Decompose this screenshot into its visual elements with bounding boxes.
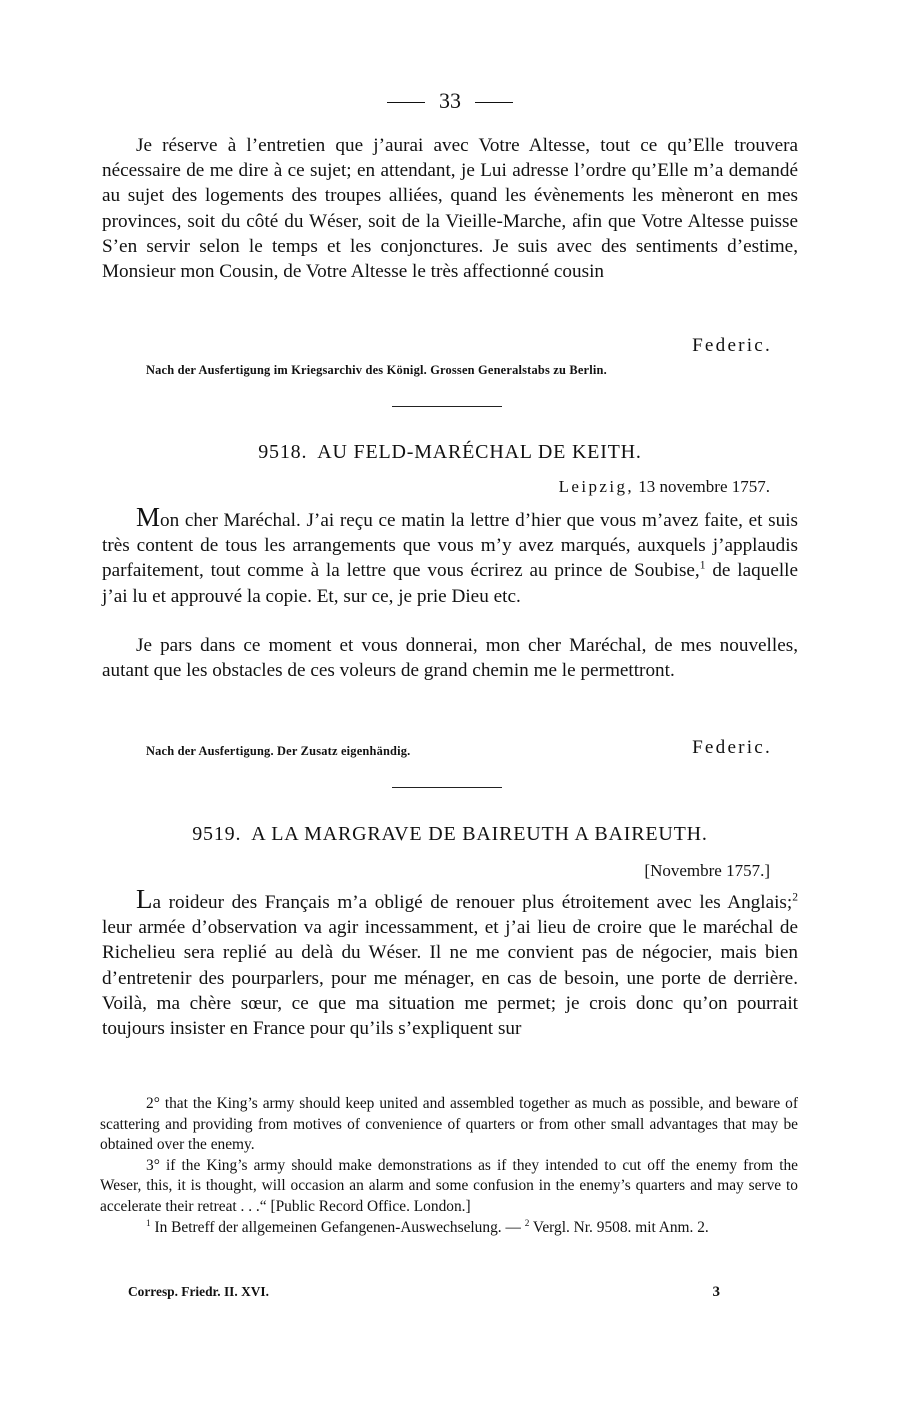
footnote-text: In Betreff der allgemeinen Gefangenen-Auswechselung. — xyxy=(150,1218,525,1236)
section-divider xyxy=(392,787,502,788)
header-dash-left xyxy=(387,102,425,103)
paragraph-text: leur armée d’observation va agir incessamment, et j’ai lieu de croire que le maréchal de Richelieu sera replié au delà du Wéser. Il ne me convient pas de négocier, mais bien d’entretenir des pourparlers, pour me ménager, en cas de besoin, une porte de derrière. Voilà, ma chère sœur, ce que ma situation me permet; je crois donc qu’on pourrait toujours insister en France pour qu’ils s’expliquent sur xyxy=(102,917,798,1040)
letter-9519-body xyxy=(102,884,798,1041)
paragraph-text: on cher Maréchal. J’ai reçu ce matin la lettre d’hier que vous m’avez faite, et suis très content de tous les arrangements que vous m’y avez marqués, auxquels j’applaudis parfaitement, tout comme à la lettre que vous écrirez au prince de Soubise, xyxy=(102,510,798,582)
closing-paragraph: Je réserve à l’entretien que j’aurai avec Votre Altesse, tout ce qu’Elle trouvera nécessaire de me dire à ce sujet; en attendant, je Lui adresse l’ordre qu’Elle m’a demandé au sujet des logements des troupes alliées, quand les évènements les mèneront en mes provinces, soit du côté du Wéser, soit de la Vieille-Marche, afin que Votre Altesse puisse S’en servir selon le temps et les conjonctures. Je suis avec des sentiments d’estime, Monsieur mon Cousin, de Votre Altesse le très affectionné cousin xyxy=(102,135,798,283)
paragraph-text: a roideur des Français m’a obligé de renouer plus étroitement avec les Anglais; xyxy=(152,892,793,913)
letter-addressee: A LA MARGRAVE DE BAIREUTH A BAIREUTH. xyxy=(251,823,708,845)
footnote-ref: 2 xyxy=(792,891,798,904)
paragraph-text: de laquelle j’ai lu et approuvé la copie. Et, sur ce, je prie Dieu etc. xyxy=(102,560,799,607)
dateline-9518 xyxy=(559,477,770,497)
signature-9518: Federic. xyxy=(692,737,772,758)
footnote-ref: 1 xyxy=(699,560,706,573)
page-footer xyxy=(128,1284,720,1300)
initial-letter: M xyxy=(136,502,161,532)
signature-9517: Federic. xyxy=(692,335,772,356)
letter-addressee: AU FELD-MARÉCHAL DE KEITH. xyxy=(317,441,642,463)
letter-number: 9519. xyxy=(192,823,242,845)
date-value: 13 novembre 1757. xyxy=(638,477,770,496)
letter-title-9518 xyxy=(0,441,900,464)
footnote-continuation-2: 2° that the King’s army should keep united and assembled together as much as possible, and beware of scattering and providing from motives of convenience of quarters or from other small advantages that may be obtained over the enemy. xyxy=(100,1095,798,1154)
letter-number: 9518. xyxy=(258,441,308,463)
source-note-9517: Nach der Ausfertigung im Kriegsarchiv des Königl. Grossen Generalstabs zu Berlin. xyxy=(146,363,607,377)
footnote-mark: 1 xyxy=(146,1217,151,1228)
page-header xyxy=(0,88,900,114)
letter-9518-body xyxy=(102,502,799,683)
footnotes xyxy=(100,1094,798,1238)
footnote-1-and-2 xyxy=(100,1218,798,1239)
initial-letter: L xyxy=(136,884,153,914)
letter-9518-paragraph-1 xyxy=(102,502,799,609)
section-divider xyxy=(392,406,502,407)
source-note-9518: Nach der Ausfertigung. Der Zusatz eigenhändig. xyxy=(146,744,411,758)
letter-9519-paragraph-1 xyxy=(102,884,798,1041)
letter-title-9519 xyxy=(0,823,900,846)
page-number: 33 xyxy=(439,88,461,113)
dateline-9519: [Novembre 1757.] xyxy=(644,861,770,880)
letter-9518-paragraph-2: Je pars dans ce moment et vous donnerai, mon cher Maréchal, de mes nouvelles, autant que les obstacles de ces voleurs de grand chemin me le permettront. xyxy=(102,634,798,682)
header-dash-right xyxy=(475,102,513,103)
footnote-continuation-3: 3° if the King’s army should make demonstrations as if they intended to cut off the enemy from the Weser, this, it is thought, will occasion an alarm and some confusion in the enemy’s quarters and may serve to accelerate their retreat . . .“ [Public Record Office. London.] xyxy=(100,1156,798,1215)
signature-number: 3 xyxy=(712,1284,720,1300)
footnote-text: Vergl. Nr. 9508. mit Anm. 2. xyxy=(529,1218,709,1236)
date-place: Leipzig, xyxy=(558,477,635,496)
letter-9517-closing xyxy=(102,133,798,284)
footnote-mark: 2 xyxy=(524,1217,530,1228)
footer-source: Corresp. Friedr. II. XVI. xyxy=(128,1284,269,1299)
